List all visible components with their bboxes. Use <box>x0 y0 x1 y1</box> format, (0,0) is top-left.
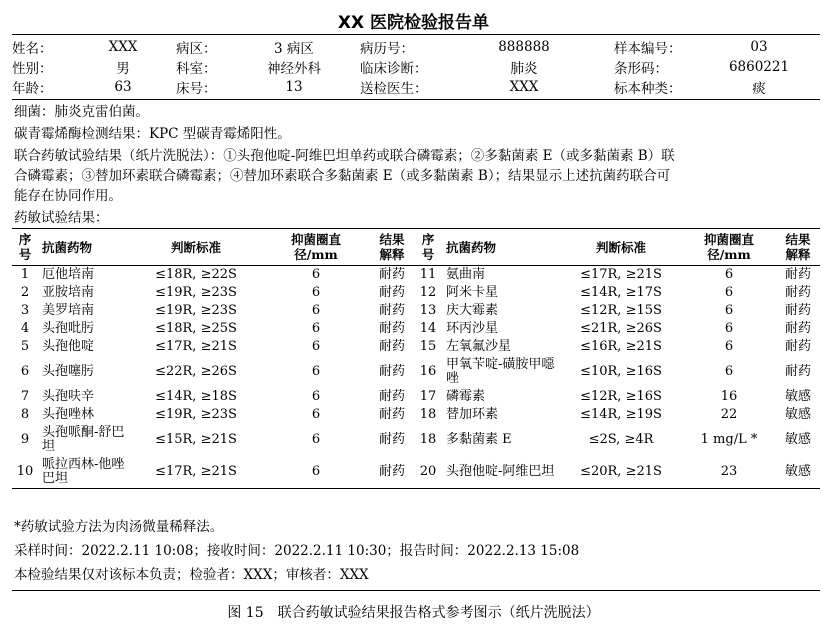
diameter-cell: 6 <box>724 285 734 300</box>
header-diameter: 抑菌圈直径/mm <box>262 229 370 266</box>
timestamps-line: 采样时间：2022.2.11 10:08；接收时间：2022.2.11 10:30；报告时间：2022.2.13 15:08 <box>14 543 580 559</box>
row-number: 18 <box>419 407 437 422</box>
table-row <box>12 406 820 424</box>
info-row <box>12 37 820 57</box>
disclaimer-line: 本检验结果仅对该标本负责；检验者：XXX；审核者：XXX <box>14 567 369 583</box>
table-row <box>12 424 820 456</box>
diameter-cell: 6 <box>311 321 321 336</box>
criteria-cell: ≤19R, ≥23S <box>155 407 237 422</box>
result-cell: 敏感 <box>776 456 820 489</box>
diameter-cell: 6 <box>311 339 321 354</box>
criteria-cell: ≤10R, ≥16S <box>580 364 662 379</box>
header-diameter: 抑菌圈直径/mm <box>682 229 776 266</box>
row-number: 3 <box>20 303 30 318</box>
table-row <box>12 388 820 406</box>
drug-name: 头孢噻肟 <box>42 364 95 379</box>
bacteria-line: 细菌：肺炎克雷伯菌。 <box>14 104 149 120</box>
criteria-cell: ≤17R, ≥21S <box>155 339 237 354</box>
drug-name: 环丙沙星 <box>446 321 499 336</box>
drug-name: 头孢他啶-阿维巴坦 <box>442 456 560 489</box>
row-number: 7 <box>20 389 30 404</box>
result-cell: 耐药 <box>784 303 811 318</box>
info-value: 3 病区 <box>274 41 314 57</box>
info-value: 888888 <box>498 39 550 55</box>
info-value: 03 <box>750 39 768 55</box>
row-number: 14 <box>419 321 437 336</box>
drug-name: 多黏菌素 E <box>446 432 512 447</box>
header-drug: 抗菌药物 <box>38 229 130 266</box>
info-divider <box>12 99 820 100</box>
drug-name: 左氧氟沙星 <box>446 339 512 354</box>
combo-result-line-3: 能存在协同作用。 <box>14 188 122 204</box>
info-label: 送检医生： <box>360 81 428 97</box>
table-row <box>12 266 820 285</box>
result-cell: 耐药 <box>378 364 405 379</box>
row-number: 1 <box>20 267 30 282</box>
info-label: 病历号： <box>360 41 414 57</box>
drug-name: 哌拉西林-他唑巴坦 <box>38 456 130 489</box>
criteria-cell: ≤20R, ≥21S <box>560 456 682 489</box>
info-value: 13 <box>285 79 303 95</box>
diameter-cell: 6 <box>724 303 734 318</box>
info-value: XXX <box>509 79 539 95</box>
diameter-cell: 6 <box>311 407 321 422</box>
result-cell: 耐药 <box>784 364 811 379</box>
diameter-cell: 6 <box>311 303 321 318</box>
criteria-cell: ≤19R, ≥23S <box>155 303 237 318</box>
row-number: 15 <box>419 339 437 354</box>
criteria-cell: ≤16R, ≥21S <box>580 339 662 354</box>
result-cell: 耐药 <box>378 285 405 300</box>
result-cell: 耐药 <box>378 407 405 422</box>
header-drug: 抗菌药物 <box>442 229 560 266</box>
info-label: 条形码： <box>614 61 668 77</box>
result-cell: 耐药 <box>784 339 811 354</box>
info-label: 临床诊断： <box>360 61 428 77</box>
criteria-cell: ≤14R, ≥19S <box>580 407 662 422</box>
footnote: *药敏试验方法为肉汤微量稀释法。 <box>14 519 224 535</box>
drug-name: 头孢呋辛 <box>42 389 95 404</box>
header-criteria: 判断标准 <box>130 229 262 266</box>
diameter-cell: 6 <box>311 285 321 300</box>
patient-info-table <box>12 37 820 97</box>
header-result: 结果解释 <box>370 229 414 266</box>
result-cell: 敏感 <box>784 432 811 447</box>
criteria-cell: ≤18R, ≥22S <box>155 267 237 282</box>
criteria-cell: ≤19R, ≥23S <box>155 285 237 300</box>
drug-name: 美罗培南 <box>42 303 95 318</box>
info-label: 科室： <box>176 61 217 77</box>
info-value: XXX <box>108 39 138 55</box>
row-number: 13 <box>419 303 437 318</box>
result-cell: 耐药 <box>378 339 405 354</box>
result-cell: 敏感 <box>784 407 811 422</box>
row-number: 11 <box>419 267 437 282</box>
header-no: 序号 <box>414 229 442 266</box>
drug-name: 庆大霉素 <box>446 303 499 318</box>
row-number: 9 <box>20 432 30 447</box>
info-value: 6860221 <box>728 59 790 75</box>
info-label: 床号： <box>176 81 217 97</box>
diameter-cell: 6 <box>311 267 321 282</box>
drug-name: 厄他培南 <box>42 267 95 282</box>
info-row <box>12 77 820 97</box>
info-value: 男 <box>116 61 130 77</box>
criteria-cell: ≤15R, ≥21S <box>155 432 237 447</box>
result-cell: 耐药 <box>378 389 405 404</box>
info-value: 神经外科 <box>267 61 321 77</box>
diameter-cell: 6 <box>311 364 321 379</box>
diameter-cell: 23 <box>682 456 776 489</box>
info-label: 样本编号： <box>614 41 682 57</box>
table-row <box>12 456 820 489</box>
criteria-cell: ≤18R, ≥25S <box>155 321 237 336</box>
diameter-cell: 6 <box>262 456 370 489</box>
info-value: 63 <box>114 79 132 95</box>
row-number: 10 <box>12 456 38 489</box>
row-number: 4 <box>20 321 30 336</box>
row-number: 12 <box>419 285 437 300</box>
row-number: 20 <box>414 456 442 489</box>
table-row <box>12 302 820 320</box>
drug-name: 阿米卡星 <box>446 285 499 300</box>
diameter-cell: 6 <box>311 389 321 404</box>
drug-name: 替加环素 <box>446 407 499 422</box>
diameter-cell: 22 <box>720 407 738 422</box>
drug-name: 氨曲南 <box>446 267 486 282</box>
table-row <box>12 356 820 388</box>
criteria-cell: ≤22R, ≥26S <box>155 364 237 379</box>
diameter-cell: 6 <box>724 364 734 379</box>
table-row <box>12 338 820 356</box>
info-label: 标本种类： <box>614 81 682 97</box>
ast-section-label: 药敏试验结果： <box>14 210 109 226</box>
header-criteria: 判断标准 <box>560 229 682 266</box>
diameter-cell: 16 <box>720 389 738 404</box>
diameter-cell: 1 mg/L * <box>700 432 758 447</box>
drug-name: 头孢吡肟 <box>42 321 95 336</box>
drug-name: 甲氧苄啶-磺胺甲噁唑 <box>446 357 555 386</box>
result-cell: 耐药 <box>784 267 811 282</box>
criteria-cell: ≤21R, ≥26S <box>580 321 662 336</box>
combo-result-line-1: 联合药敏试验结果（纸片洗脱法）：①头孢他啶-阿维巴坦单药或联合磷霉素；②多黏菌素 E（或多黏菌素 B）联 <box>14 148 675 164</box>
info-label: 性别： <box>12 61 53 77</box>
row-number: 8 <box>20 407 30 422</box>
result-cell: 敏感 <box>784 389 811 404</box>
row-number: 17 <box>419 389 437 404</box>
criteria-cell: ≤2S, ≥4R <box>588 432 654 447</box>
combo-result-line-2: 合磷霉素；③替加环素联合磷霉素；④替加环素联合多黏菌素 E（或多黏菌素 B）；结果显示上述抗菌药联合可 <box>14 168 671 184</box>
info-label: 病区： <box>176 41 217 57</box>
row-number: 16 <box>419 364 437 379</box>
row-number: 5 <box>20 339 30 354</box>
info-value: 痰 <box>752 81 766 97</box>
row-number: 18 <box>419 432 437 447</box>
info-label: 姓名： <box>12 41 53 57</box>
row-number: 2 <box>20 285 30 300</box>
susceptibility-table <box>12 229 820 489</box>
result-cell: 耐药 <box>370 456 414 489</box>
criteria-cell: ≤12R, ≥15S <box>580 303 662 318</box>
bottom-rule <box>12 590 820 591</box>
carbapenemase-line: 碳青霉烯酶检测结果：KPC 型碳青霉烯阳性。 <box>14 126 291 142</box>
criteria-cell: ≤14R, ≥17S <box>580 285 662 300</box>
report-title: XX 医院检验报告单 <box>337 13 490 33</box>
table-header-row <box>12 229 820 266</box>
title-divider <box>12 34 820 35</box>
drug-name: 头孢哌酮-舒巴坦 <box>42 425 125 454</box>
drug-name: 头孢他啶 <box>42 339 95 354</box>
info-row <box>12 57 820 77</box>
criteria-cell: ≤14R, ≥18S <box>155 389 237 404</box>
criteria-cell: ≤17R, ≥21S <box>130 456 262 489</box>
diameter-cell: 6 <box>311 432 321 447</box>
drug-name: 磷霉素 <box>446 389 486 404</box>
result-cell: 耐药 <box>784 285 811 300</box>
drug-name: 亚胺培南 <box>42 285 95 300</box>
result-cell: 耐药 <box>378 432 405 447</box>
header-result: 结果解释 <box>776 229 820 266</box>
result-cell: 耐药 <box>378 321 405 336</box>
result-cell: 耐药 <box>784 321 811 336</box>
figure-caption: 图 15 联合药敏试验结果报告格式参考图示（纸片洗脱法） <box>227 605 600 621</box>
drug-name: 头孢唑林 <box>42 407 95 422</box>
row-number: 6 <box>20 364 30 379</box>
diameter-cell: 6 <box>724 321 734 336</box>
header-no: 序号 <box>12 229 38 266</box>
result-cell: 耐药 <box>378 267 405 282</box>
result-cell: 耐药 <box>378 303 405 318</box>
diameter-cell: 6 <box>724 339 734 354</box>
diameter-cell: 6 <box>724 267 734 282</box>
criteria-cell: ≤12R, ≥16S <box>580 389 662 404</box>
info-value: 肺炎 <box>510 61 538 77</box>
table-row <box>12 284 820 302</box>
table-row <box>12 320 820 338</box>
criteria-cell: ≤17R, ≥21S <box>580 267 662 282</box>
info-label: 年龄： <box>12 81 53 97</box>
